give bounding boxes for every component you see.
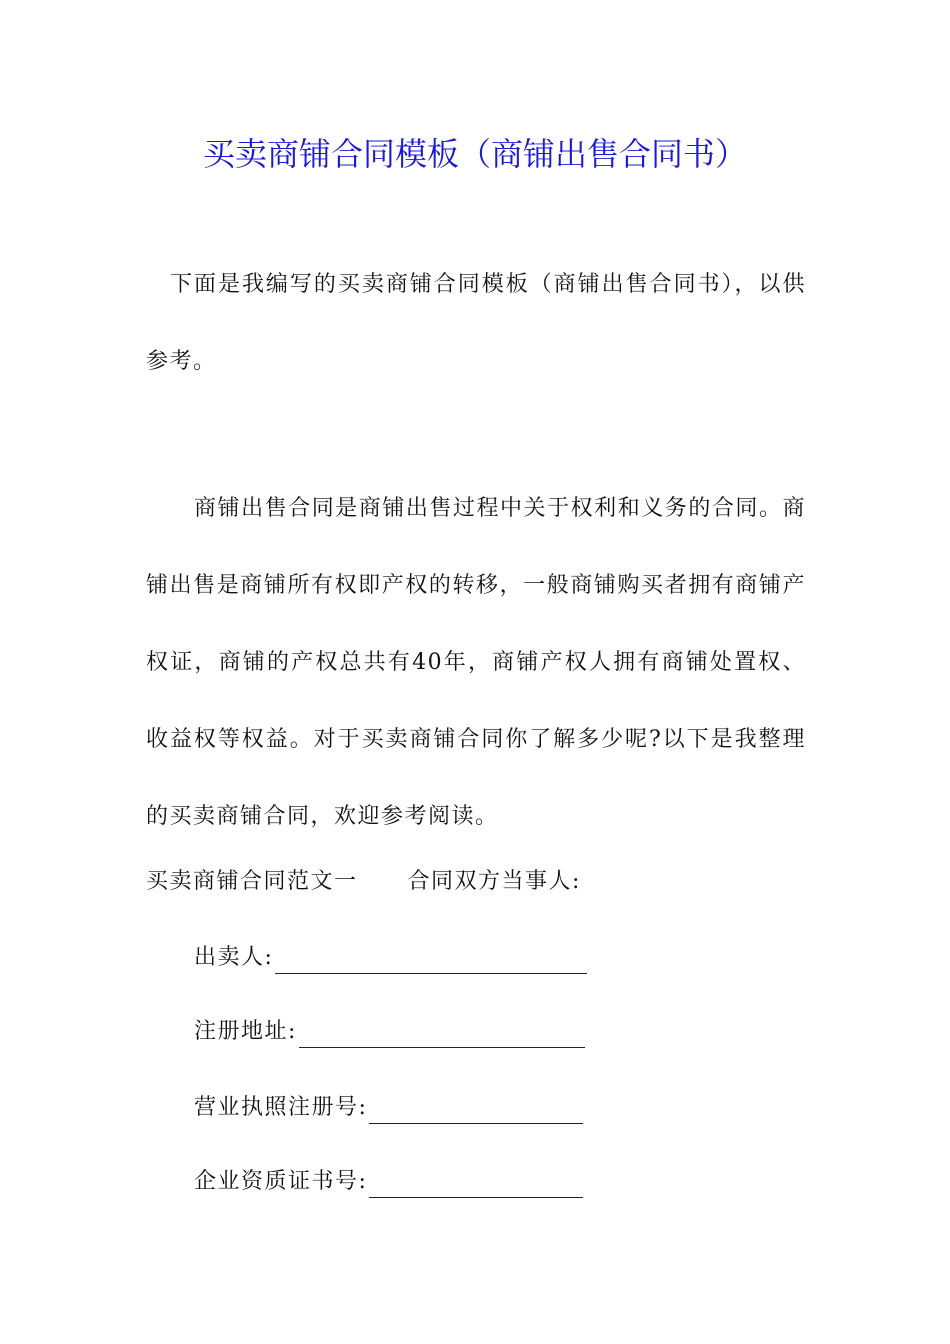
address-blank[interactable] [299, 1021, 585, 1048]
qualification-field [194, 1166, 583, 1198]
section-heading: 买卖商铺合同范文一 [146, 869, 358, 894]
address-field [194, 1016, 585, 1048]
qualification-label: 企业资质证书号: [194, 1169, 368, 1194]
license-field [194, 1092, 583, 1124]
parties-label: 合同双方当事人: [407, 869, 581, 894]
license-label: 营业执照注册号: [194, 1095, 368, 1120]
intro-paragraph: 下面是我编写的买卖商铺合同模板（商铺出售合同书），以供参考。 [146, 272, 806, 374]
qualification-blank[interactable] [369, 1171, 583, 1198]
document-title: 买卖商铺合同模板（商铺出售合同书） [202, 135, 747, 173]
body-paragraph: 商铺出售合同是商铺出售过程中关于权利和义务的合同。商铺出售是商铺所有权即产权的转移，一般商铺购买者拥有商铺产权证，商铺的产权总共有40年，商铺产权人拥有商铺处置权、收益权等权益。对于买卖商铺合同你了解多少呢?以下是我整理的买卖商铺合同，欢迎参考阅读。 [146, 496, 806, 829]
seller-label: 出卖人: [194, 945, 274, 970]
license-blank[interactable] [369, 1097, 583, 1124]
seller-field [194, 942, 587, 974]
seller-blank[interactable] [275, 947, 587, 974]
section-heading-line [146, 866, 581, 898]
address-label: 注册地址: [194, 1019, 297, 1044]
